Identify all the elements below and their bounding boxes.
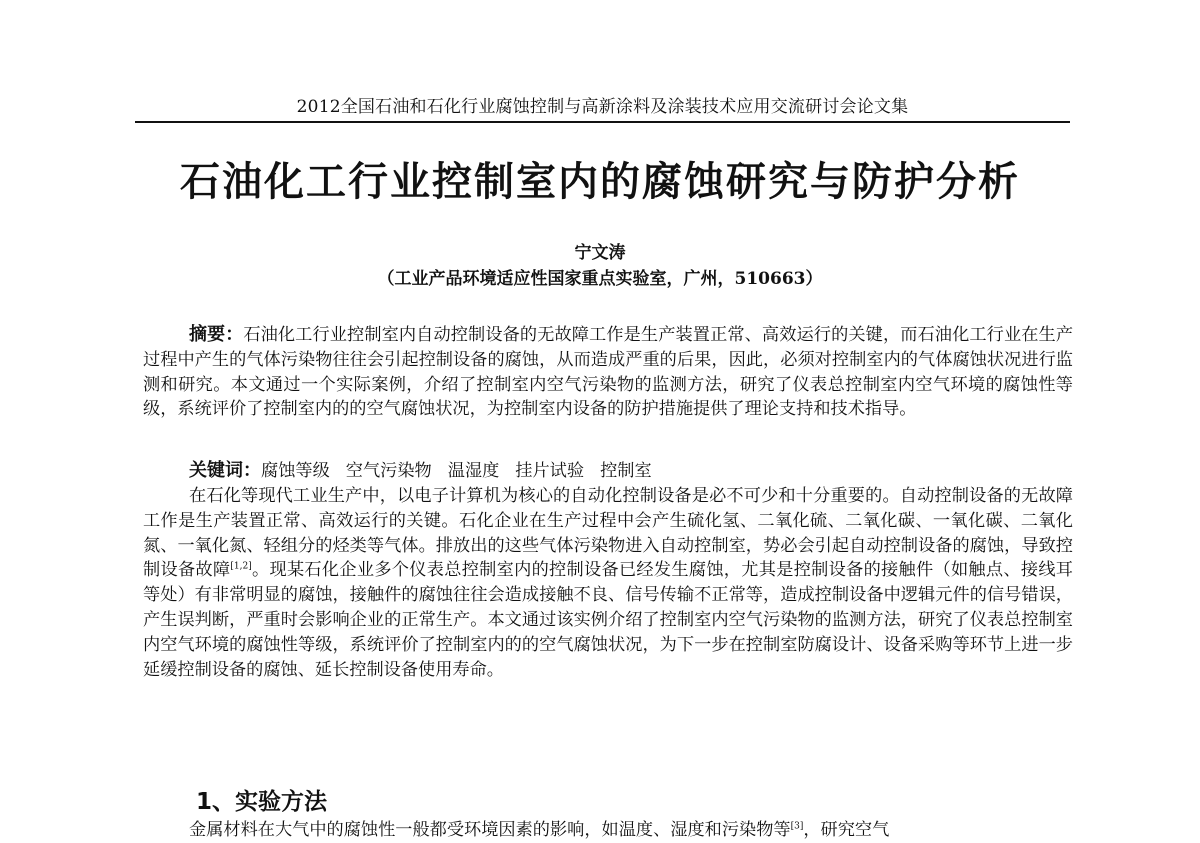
intro-paragraph (143, 484, 1073, 682)
keyword-item: 空气污染物 (345, 461, 432, 481)
keyword-item: 温湿度 (447, 461, 500, 481)
citation-ref: [1,2] (230, 561, 252, 572)
author-name: 宁文涛 (574, 243, 626, 263)
section-heading: 1、实验方法 (196, 789, 328, 815)
abstract (143, 323, 1073, 422)
abstract-text: 石油化工行业控制室内自动控制设备的无故障工作是生产装置正常、高效运行的关键，而石油化工行业在生产过程中产生的气体污染物往往会引起控制设备的腐蚀，从而造成严重的后果，因此，必须对控制室内的气体腐蚀状况进行监测和研究。本文通过一个实际案例，介绍了控制室内空气污染物的监测方法，研究了仪表总控制室内空气环境的腐蚀性等级，系统评价了控制室内的的空气腐蚀状况，为控制室内设备的防护措施提供了理论支持和技术指导。 (143, 325, 1074, 420)
section-body (143, 818, 1073, 843)
section-text-part2: ，研究空气 (803, 820, 890, 840)
intro-text-part1: 在石化等现代工业生产中，以电子计算机为核心的自动化控制设备是必不可少和十分重要的。自动控制设备的无故障工作是生产装置正常、高效运行的关键。石化企业在生产过程中会产生硫化氢、二氧化硫、二氧化碳、一氧化碳、二氧化氮、一氧化氮、轻组分的烃类等气体。排放出的这些气体污染物进入自动控制室，势必会引起自动控制设备的腐蚀，导致控制设备故障 (143, 486, 1073, 581)
paper-title: 石油化工行业控制室内的腐蚀研究与防护分析 (180, 159, 1020, 205)
section-text-part1: 金属材料在大气中的腐蚀性一般都受环境因素的影响，如温度、湿度和污染物等 (189, 820, 791, 840)
keywords (143, 459, 1073, 484)
keywords-label: 关键词： (189, 460, 261, 481)
keyword-item: 腐蚀等级 (261, 461, 330, 481)
citation-ref: [3] (790, 821, 804, 832)
keyword-item: 控制室 (600, 461, 652, 481)
abstract-label: 摘要： (189, 324, 244, 345)
author-affiliation: （工业产品环境适应性国家重点实验室，广州，510663） (377, 269, 823, 289)
intro-text-part2: 。现某石化企业多个仪表总控制室内的控制设备已经发生腐蚀，尤其是控制设备的接触件（如触点、接线耳等处）有非常明显的腐蚀，接触件的腐蚀往往会造成接触不良、信号传输不正常等，造成控制设备中逻辑元件的信号错误，产生误判断，严重时会影响企业的正常生产。本文通过该实例介绍了控制室内空气污染物的监测方法，研究了仪表总控制室内空气环境的腐蚀性等级，系统评价了控制室内的的空气腐蚀状况，为下一步在控制室防腐设计、设备采购等环节上进一步延缓控制设备的腐蚀、延长控制设备使用寿命。 (143, 560, 1073, 680)
keyword-item: 挂片试验 (515, 461, 585, 481)
running-header: 2012全国石油和石化行业腐蚀控制与高新涂料及涂装技术应用交流研讨会论文集 (135, 92, 1070, 123)
